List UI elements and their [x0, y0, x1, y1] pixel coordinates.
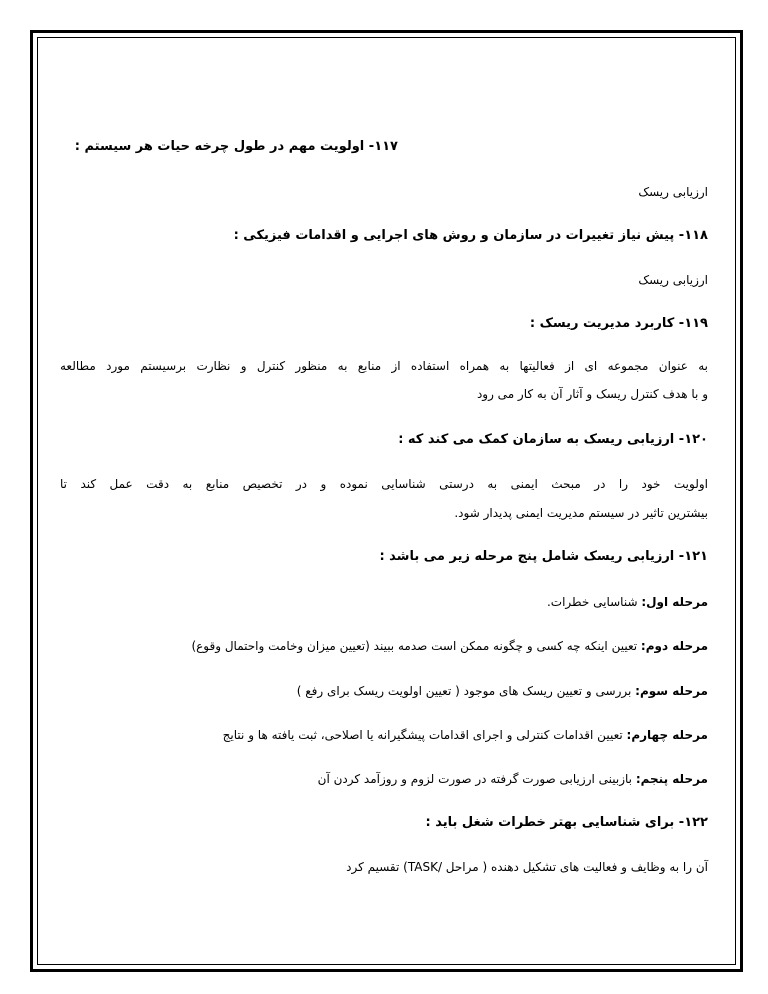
q120-heading: ۱۲۰- ارزیابی ریسک به سازمان کمک می کند که :	[398, 432, 708, 447]
q119-heading: ۱۱۹- کاربرد مدیریت ریسک :	[529, 316, 708, 331]
q121-heading: ۱۲۱- ارزیابی ریسک شامل پنج مرحله زیر می باشد :	[379, 549, 708, 564]
q121-stage-3	[60, 681, 708, 701]
q122-heading: ۱۲۲- برای شناسایی بهتر خطرات شغل باید :	[425, 815, 708, 830]
q121-stage-2	[60, 636, 708, 656]
q121-stage-5	[60, 769, 708, 789]
q118-answer: ارزیابی ریسک	[638, 273, 708, 287]
q120-answer-line-1: اولویت خود را در مبحث ایمنی به درستی شناسایی نموده و در تخصیص منابع به دقت عمل کند تا	[60, 477, 708, 491]
stage-label: مرحله اول:	[641, 595, 708, 609]
q119-answer-line-2: و با هدف کنترل ریسک و آثار آن به کار می رود	[476, 387, 708, 401]
q117-heading: ۱۱۷- اولویت مهم در طول چرخه حیات هر سیستم :	[74, 139, 398, 154]
stage-label: مرحله دوم:	[640, 639, 708, 653]
stage-label: مرحله پنجم:	[635, 772, 708, 786]
q121-stage-1	[60, 592, 708, 612]
q119-answer-line-1: به عنوان مجموعه ای از فعالیتها به همراه استفاده از منابع به منظور کنترل و نظارت برسیستم مورد مطالعه	[60, 359, 708, 373]
q117-answer: ارزیابی ریسک	[638, 185, 708, 199]
stage-text: شناسایی خطرات.	[546, 595, 642, 609]
q121-stage-4	[60, 725, 708, 745]
stage-text: بررسی و تعیین ریسک های موجود ( تعیین اولویت ریسک برای رفع )	[296, 684, 636, 698]
stage-text: تعیین اینکه چه کسی و چگونه ممکن است صدمه ببیند (تعیین میزان وخامت واحتمال وقوع)	[191, 639, 641, 653]
q118-heading: ۱۱۸- پیش نیاز تغییرات در سازمان و روش های اجرایی و اقدامات فیزیکی :	[233, 228, 708, 243]
q120-answer-line-2: بیشترین تاثیر در سیستم مدیریت ایمنی پدیدار شود.	[454, 506, 708, 520]
q122-answer: آن را به وظایف و فعالیت های تشکیل دهنده ( مراحل /TASK) تقسیم کرد	[346, 860, 708, 874]
stage-text: تعیین اقدامات کنترلی و اجرای اقدامات پیشگیرانه یا اصلاحی، ثبت یافته ها و نتایج	[222, 728, 627, 742]
stage-text: بازبینی ارزیابی صورت گرفته در صورت لزوم و روزآمد کردن آن	[317, 772, 636, 786]
stage-label: مرحله سوم:	[635, 684, 708, 698]
stage-label: مرحله چهارم:	[626, 728, 708, 742]
